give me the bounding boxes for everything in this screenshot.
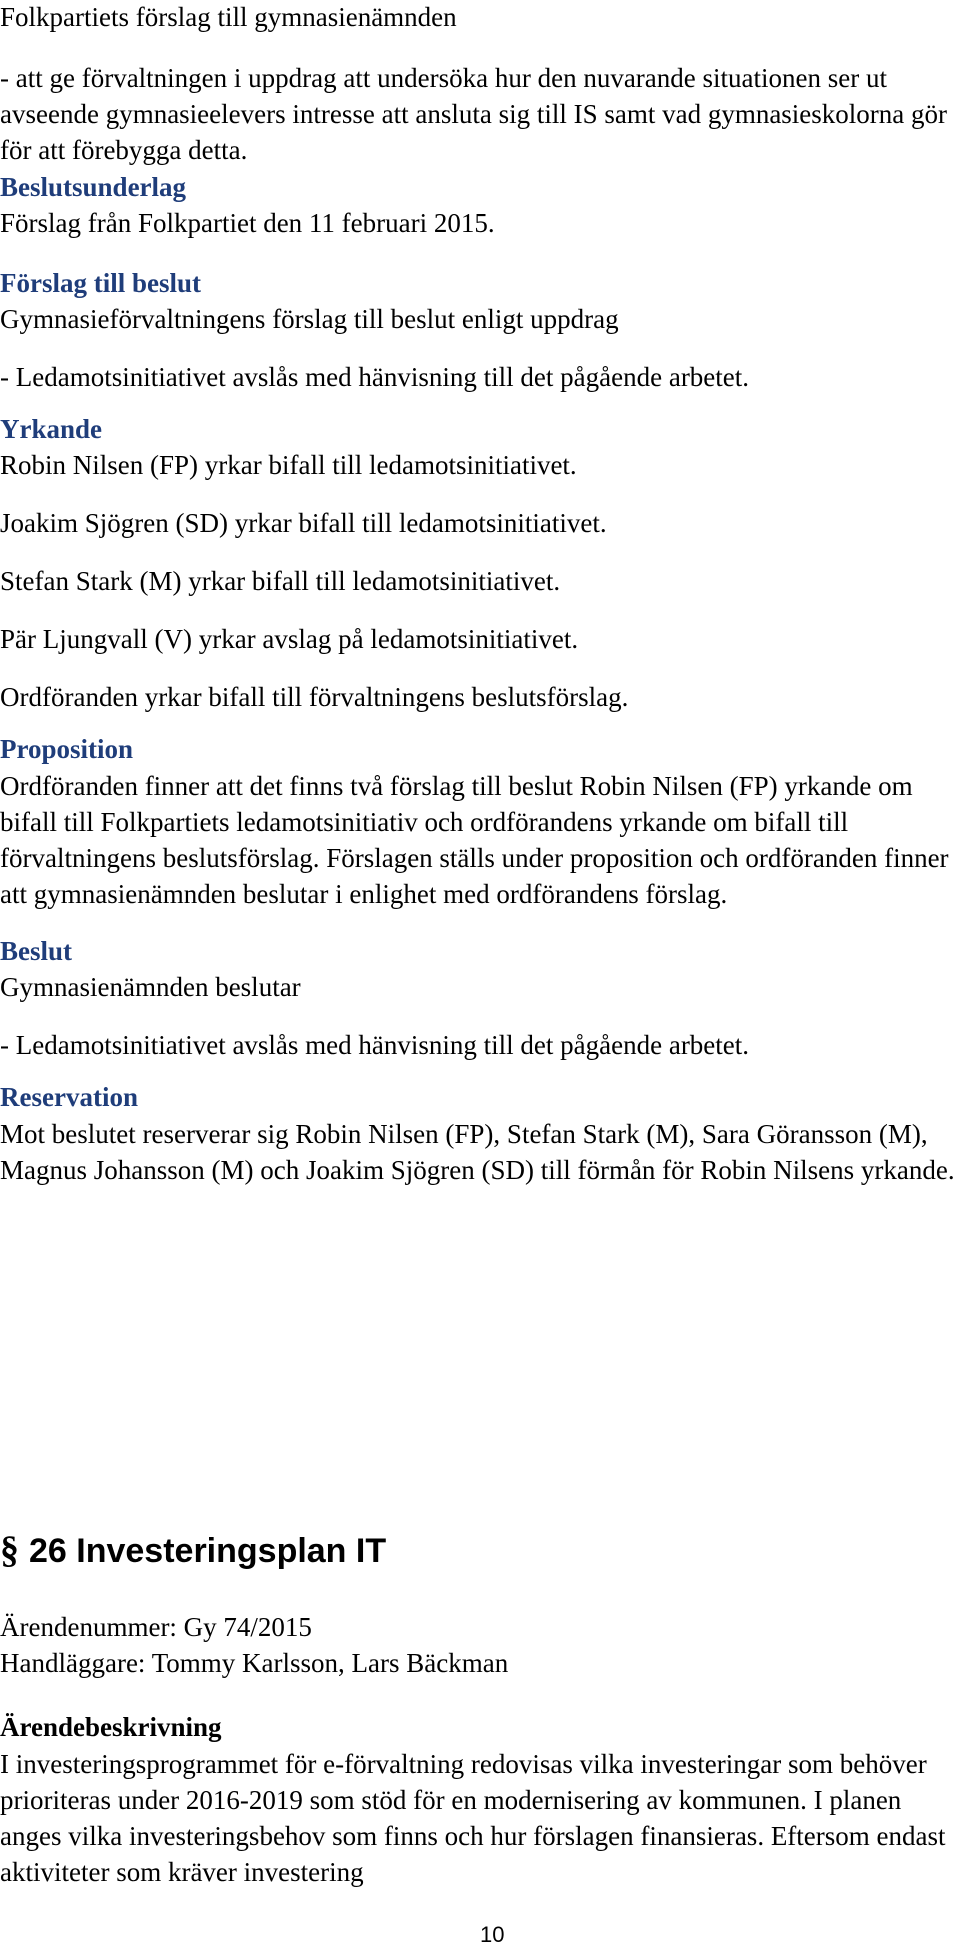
- arendebeskrivning-text: I investeringsprogrammet för e-förvaltning redovisas vilka investeringar som behöver prioriteras under 2016-2019 som stöd för en modernisering av kommunen. I planen anges vilka investeringsbehov som finns och hur förslagen finansieras. Eftersom endast aktiviteter som kräver investering: [0, 1749, 946, 1887]
- yrkande-item: Stefan Stark (M) yrkar bifall till ledamotsinitiativet.: [0, 566, 561, 596]
- yrkande-item: Pär Ljungvall (V) yrkar avslag på ledamotsinitiativet.: [0, 624, 579, 654]
- beslut-item: - Ledamotsinitiativet avslås med hänvisning till det pågående arbetet.: [0, 1030, 750, 1060]
- proposal-text: - att ge förvaltningen i uppdrag att undersöka hur den nuvarande situationen ser ut avseende gymnasieelevers intresse att ansluta sig till IS samt vad gymnasieskolorna gör för att förebygga detta.: [0, 63, 948, 165]
- heading-forslag-till-beslut: Förslag till beslut: [0, 268, 201, 298]
- heading-arendebeskrivning: Ärendebeskrivning: [0, 1712, 222, 1742]
- heading-proposition: Proposition: [0, 734, 134, 764]
- intro-line: Folkpartiets förslag till gymnasienämnden: [0, 2, 457, 32]
- yrkande-item: Joakim Sjögren (SD) yrkar bifall till ledamotsinitiativet.: [0, 508, 607, 538]
- heading-beslutsunderlag: Beslutsunderlag: [0, 172, 187, 202]
- section-sign: §: [0, 1529, 19, 1571]
- beslut-intro: Gymnasienämnden beslutar: [0, 972, 301, 1002]
- arendenummer: Ärendenummer: Gy 74/2015: [0, 1612, 312, 1642]
- heading-reservation: Reservation: [0, 1082, 138, 1112]
- yrkande-item: Ordföranden yrkar bifall till förvaltningens beslutsförslag.: [0, 682, 629, 712]
- beslutsunderlag-text: Förslag från Folkpartiet den 11 februari 2015.: [0, 208, 495, 238]
- forslag-intro: Gymnasieförvaltningens förslag till beslut enligt uppdrag: [0, 304, 619, 334]
- forslag-item: - Ledamotsinitiativet avslås med hänvisning till det pågående arbetet.: [0, 362, 750, 392]
- reservation-text: Mot beslutet reserverar sig Robin Nilsen (FP), Stefan Stark (M), Sara Göransson (M), Magnus Johansson (M) och Joakim Sjögren (SD) till förmån för Robin Nilsens yrkande.: [0, 1119, 955, 1185]
- section-title-text: 26 Investeringsplan IT: [29, 1532, 387, 1570]
- heading-beslut: Beslut: [0, 936, 73, 966]
- heading-yrkande: Yrkande: [0, 414, 103, 444]
- handlaggare: Handläggare: Tommy Karlsson, Lars Bäckman: [0, 1648, 509, 1678]
- yrkande-item: Robin Nilsen (FP) yrkar bifall till ledamotsinitiativet.: [0, 450, 577, 480]
- page-number: 10: [480, 1922, 505, 1947]
- section-heading: [0, 1530, 386, 1571]
- proposition-text: Ordföranden finner att det finns två förslag till beslut Robin Nilsen (FP) yrkande om bifall till Folkpartiets ledamotsinitiativ och ordförandens yrkande om bifall till förvaltningens beslutsförslag. Förslagen ställs under proposition och ordföranden finner att gymnasienämnden beslutar i enlighet med ordförandens förslag.: [0, 771, 949, 909]
